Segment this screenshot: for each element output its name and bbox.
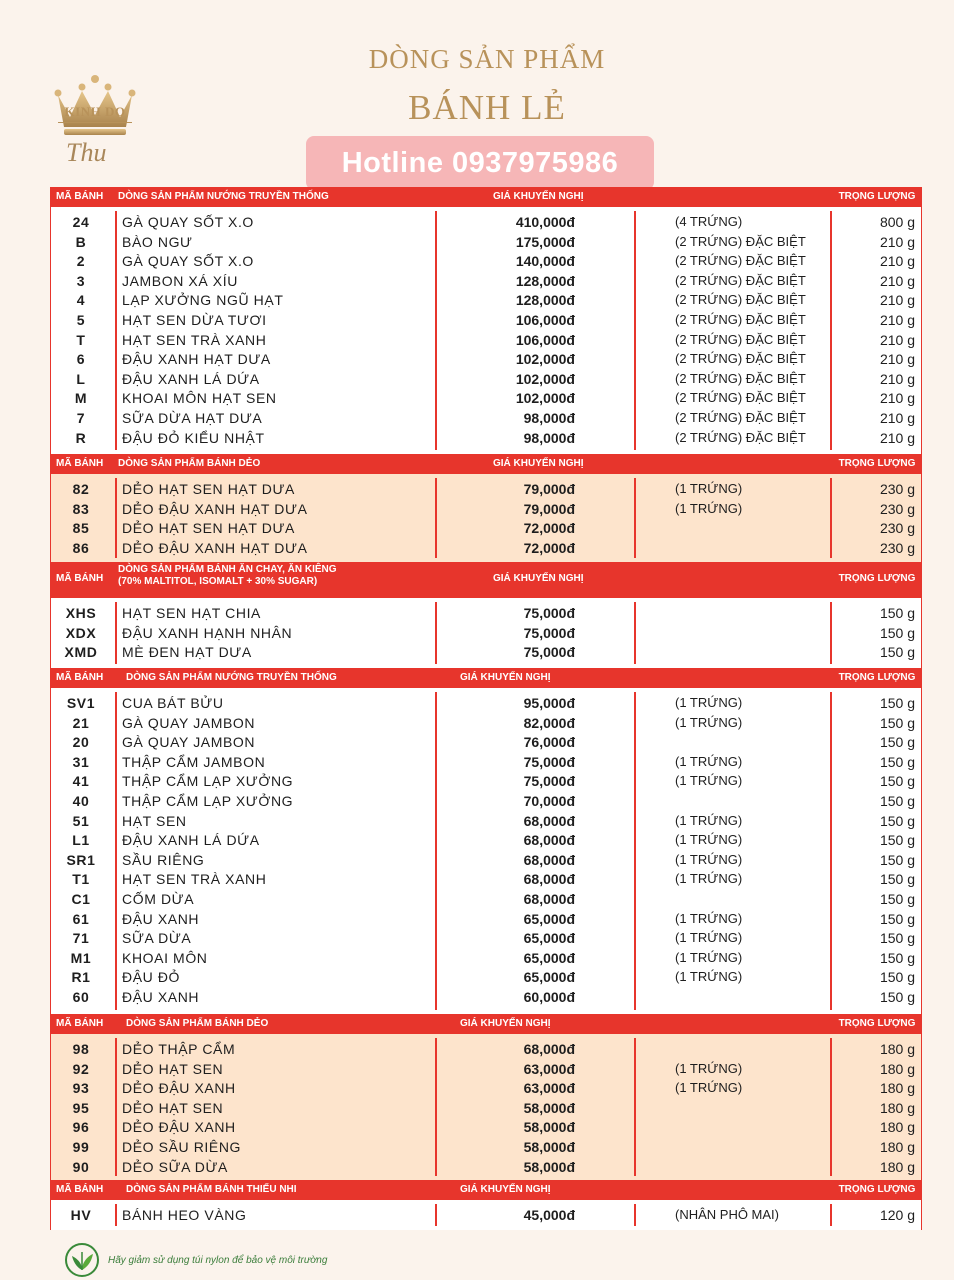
table-section [50,187,922,454]
product-name: GÀ QUAY SỐT X.O [122,253,254,270]
product-weight: 210 g [879,253,915,270]
table-row [51,213,921,233]
product-code: 82 [72,481,90,497]
product-name: GÀ QUAY SỐT X.O [122,214,254,230]
product-price: 175,000đ [515,233,575,250]
product-note: (2 TRỨNG) ĐẶC BIỆT [675,292,806,308]
product-name: DẺO ĐẬU XANH [122,1119,236,1136]
table-row [51,851,921,871]
header-product-line: DÒNG SẢN PHẨM NƯỚNG TRUYỀN THỐNG [126,672,337,683]
product-price: 79,000đ [523,481,575,497]
product-code: 85 [72,520,90,537]
product-price: 102,000đ [515,390,575,407]
product-price: 63,000đ [523,1080,575,1097]
product-code: T [76,331,86,348]
table-row [51,753,921,773]
product-name: CUA BÁT BỬU [122,695,224,711]
product-code: 6 [76,351,86,368]
product-code: 40 [72,792,90,809]
product-weight: 180 g [879,1138,915,1155]
product-price: 82,000đ [523,714,575,731]
product-code: 86 [72,539,90,556]
product-weight: 150 g [879,753,915,770]
table-row [51,500,921,520]
hotline-banner: Hotline 0937975986 [306,136,654,190]
product-note: (1 TRỨNG) [675,851,743,867]
product-code: 41 [72,773,90,790]
product-price: 75,000đ [523,624,575,641]
product-code: 61 [72,910,90,927]
table-row [51,733,921,753]
product-code: R1 [71,969,91,986]
product-code: XMD [64,644,98,661]
product-code: 3 [76,272,86,289]
product-code: B [75,233,87,250]
table-row [51,831,921,851]
product-name: DẺO HẠT SEN [122,1099,224,1116]
product-price: 68,000đ [523,871,575,888]
product-price: 60,000đ [523,988,575,1005]
product-name: DẺO SẦU RIÊNG [122,1138,242,1155]
product-name: ĐẬU XANH HẠNH NHÂN [122,624,293,641]
product-weight: 210 g [879,233,915,250]
header-weight: TRỌNG LƯỢNG [838,672,916,683]
table-section [50,562,922,668]
product-name: GÀ QUAY JAMBON [122,714,256,731]
product-price: 65,000đ [523,930,575,947]
product-price: 98,000đ [523,409,575,426]
table-row [51,1118,921,1138]
brand-name: KINH DO [64,104,126,119]
product-name: JAMBON XÁ XÍU [122,272,238,289]
table-row [51,792,921,812]
product-price: 45,000đ [523,1207,575,1223]
product-name: SỮA DỪA HẠT DƯA [122,409,263,426]
table-row [51,604,921,624]
product-weight: 210 g [879,390,915,407]
product-weight: 230 g [879,481,915,497]
table-row [51,1206,921,1226]
product-weight: 210 g [879,351,915,368]
product-code: HV [70,1207,92,1223]
product-price: 63,000đ [523,1060,575,1077]
header-price: GIÁ KHUYẾN NGHỊ [460,672,551,683]
product-note: (2 TRỨNG) ĐẶC BIỆT [675,429,806,445]
footer-text: Hãy giảm sử dụng túi nylon để bảo vệ môi trường [108,1254,328,1266]
header-code: MÃ BÁNH [56,191,104,202]
table-row [51,370,921,390]
product-note: (2 TRỨNG) ĐẶC BIỆT [675,351,806,367]
product-weight: 180 g [879,1060,915,1077]
section-body [50,598,922,668]
table-section [50,1180,922,1230]
product-name: CỐM DỪA [122,890,195,907]
product-weight: 180 g [879,1080,915,1097]
product-note: (1 TRỨNG) [675,714,743,730]
header-code: MÃ BÁNH [56,1018,104,1029]
product-weight: 800 g [879,214,915,230]
product-code: 93 [72,1080,90,1097]
product-name: BÀO NGƯ [122,233,193,250]
product-weight: 150 g [879,714,915,731]
product-price: 75,000đ [523,773,575,790]
product-weight: 150 g [879,890,915,907]
product-name: MÈ ĐEN HẠT DƯA [122,644,252,661]
eco-leaf-icon [64,1242,100,1278]
table-row [51,519,921,539]
section-body [50,1034,922,1180]
product-price: 95,000đ [523,695,575,711]
header-code: MÃ BÁNH [56,672,104,683]
table-row [51,409,921,429]
product-price: 68,000đ [523,851,575,868]
table-row [51,389,921,409]
product-note: (2 TRỨNG) ĐẶC BIỆT [675,272,806,288]
product-price: 68,000đ [523,832,575,849]
product-weight: 210 g [879,409,915,426]
product-price: 79,000đ [523,500,575,517]
product-code: 60 [72,988,90,1005]
product-note: (1 TRỨNG) [675,949,743,965]
table-row [51,929,921,949]
product-note: (1 TRỨNG) [675,481,743,496]
product-name: DẺO HẠT SEN [122,1060,224,1077]
product-note: (2 TRỨNG) ĐẶC BIỆT [675,311,806,327]
header-price: GIÁ KHUYẾN NGHỊ [493,573,584,584]
product-code: M1 [70,949,92,966]
product-price: 140,000đ [515,253,575,270]
product-name: HẠT SEN DỪA TƯƠI [122,311,267,328]
product-name: DẺO ĐẬU XANH [122,1080,236,1097]
product-weight: 150 g [879,773,915,790]
product-note: (1 TRỨNG) [675,871,743,887]
product-code: 71 [72,930,90,947]
product-weight: 150 g [879,734,915,751]
product-note: (1 TRỨNG) [675,753,743,769]
product-code: 5 [76,311,86,328]
table-row [51,233,921,253]
section-header [50,668,922,688]
product-price: 106,000đ [515,331,575,348]
product-name: LẠP XƯỞNG NGŨ HẠT [122,292,284,309]
product-name: DẺO ĐẬU XANH HẠT DƯA [122,539,308,556]
product-code: 90 [72,1158,90,1175]
product-code: SR1 [66,851,96,868]
product-price: 58,000đ [523,1119,575,1136]
table-row [51,1138,921,1158]
header-price: GIÁ KHUYẾN NGHỊ [460,1184,551,1195]
header-product-line: DÒNG SẢN PHẨM BÁNH DẺO [126,1018,269,1029]
product-price: 68,000đ [523,890,575,907]
table-row [51,1079,921,1099]
product-code: L1 [72,832,90,849]
product-code: 83 [72,500,90,517]
table-row [51,890,921,910]
product-code: 96 [72,1119,90,1136]
product-weight: 230 g [879,539,915,556]
table-row [51,812,921,832]
product-weight: 150 g [879,644,915,661]
product-name: DẺO SỮA DỪA [122,1158,228,1175]
table-row [51,480,921,500]
product-code: 31 [72,753,90,770]
product-weight: 210 g [879,272,915,289]
product-code: 99 [72,1138,90,1155]
product-name: THẬP CẨM JAMBON [122,753,266,770]
product-price: 65,000đ [523,910,575,927]
product-note: (1 TRỨNG) [675,910,743,926]
header-price: GIÁ KHUYẾN NGHỊ [460,1018,551,1029]
product-weight: 150 g [879,812,915,829]
product-weight: 230 g [879,520,915,537]
product-note: (2 TRỨNG) ĐẶC BIỆT [675,390,806,406]
table-row [51,350,921,370]
product-price: 128,000đ [515,272,575,289]
product-weight: 150 g [879,910,915,927]
product-name: DẺO THẬP CẨM [122,1041,236,1057]
product-code: SV1 [66,695,96,711]
product-price: 68,000đ [523,1041,575,1057]
product-weight: 150 g [879,871,915,888]
section-header [50,562,922,598]
product-name: ĐẬU XANH LÁ DỨA [122,832,260,849]
price-table [50,187,922,1230]
product-weight: 210 g [879,311,915,328]
section-body [50,474,922,562]
product-code: 2 [76,253,86,270]
header-weight: TRỌNG LƯỢNG [838,191,916,202]
header-price: GIÁ KHUYẾN NGHỊ [493,191,584,202]
product-note: (1 TRỨNG) [675,930,743,946]
product-note: (NHÂN PHÔ MAI) [675,1207,779,1222]
product-price: 75,000đ [523,753,575,770]
product-note: (1 TRỨNG) [675,812,743,828]
table-row [51,643,921,663]
product-name: SẦU RIÊNG [122,851,205,868]
product-price: 98,000đ [523,429,575,446]
product-name: ĐẬU XANH [122,910,200,927]
table-row [51,870,921,890]
product-name: KHOAI MÔN [122,949,208,966]
product-price: 106,000đ [515,311,575,328]
table-row [51,291,921,311]
product-code: 98 [72,1041,90,1057]
product-note: (2 TRỨNG) ĐẶC BIỆT [675,409,806,425]
product-weight: 210 g [879,331,915,348]
product-price: 410,000đ [515,214,575,230]
product-weight: 150 g [879,624,915,641]
product-name: BÁNH HEO VÀNG [122,1207,247,1223]
product-note: (1 TRỨNG) [675,832,743,848]
page-title-line1: DÒNG SẢN PHẨM [368,44,606,74]
table-section [50,1014,922,1180]
product-price: 72,000đ [523,539,575,556]
product-weight: 180 g [879,1158,915,1175]
product-code: 24 [72,214,90,230]
product-price: 65,000đ [523,969,575,986]
product-price: 58,000đ [523,1138,575,1155]
product-weight: 150 g [879,792,915,809]
product-note: (1 TRỨNG) [675,969,743,985]
product-weight: 180 g [879,1099,915,1116]
section-header [50,187,922,207]
table-row [51,968,921,988]
product-price: 70,000đ [523,792,575,809]
header-code: MÃ BÁNH [56,1184,104,1195]
section-header [50,454,922,474]
product-code: C1 [71,890,91,907]
table-row [51,1158,921,1178]
product-weight: 150 g [879,930,915,947]
product-note: (4 TRỨNG) [675,214,743,229]
product-weight: 150 g [879,949,915,966]
header-weight: TRỌNG LƯỢNG [838,573,916,584]
product-weight: 210 g [879,370,915,387]
header-product-line: DÒNG SẢN PHẨM BÁNH ĂN CHAY, ĂN KIÊNG [118,564,337,575]
product-price: 58,000đ [523,1099,575,1116]
section-header [50,1014,922,1034]
table-row [51,1040,921,1060]
product-name: KHOAI MÔN HẠT SEN [122,390,277,407]
product-price: 72,000đ [523,520,575,537]
product-name: ĐẬU ĐỎ [122,969,181,986]
table-row [51,694,921,714]
header-product-line: DÒNG SẢN PHẨM BÁNH DẺO [118,458,261,469]
product-name: DẺO HẠT SEN HẠT DƯA [122,481,295,497]
product-name: DẺO ĐẬU XANH HẠT DƯA [122,500,308,517]
section-body [50,688,922,1014]
table-row [51,331,921,351]
table-row [51,624,921,644]
product-code: XDX [65,624,97,641]
product-name: ĐẬU XANH LÁ DỨA [122,370,260,387]
header-weight: TRỌNG LƯỢNG [838,458,916,469]
product-price: 58,000đ [523,1158,575,1175]
product-price: 76,000đ [523,734,575,751]
table-section [50,668,922,1014]
product-price: 75,000đ [523,644,575,661]
product-code: 20 [72,734,90,751]
footer [64,1242,327,1278]
product-weight: 150 g [879,988,915,1005]
table-row [51,988,921,1008]
product-code: 95 [72,1099,90,1116]
product-code: 7 [76,409,86,426]
product-name: HẠT SEN TRÀ XANH [122,871,267,888]
product-note: (2 TRỨNG) ĐẶC BIỆT [675,331,806,347]
product-code: M [74,390,88,407]
product-code: R [75,429,87,446]
table-row [51,429,921,449]
product-code: XHS [65,605,97,621]
product-note: (2 TRỨNG) ĐẶC BIỆT [675,370,806,386]
product-name: SỮA DỪA [122,930,192,947]
product-note: (1 TRỨNG) [675,695,743,710]
product-weight: 150 g [879,969,915,986]
product-name: GÀ QUAY JAMBON [122,734,256,751]
table-row [51,311,921,331]
table-row [51,910,921,930]
product-weight: 180 g [879,1119,915,1136]
product-name: HẠT SEN [122,812,187,829]
header-code: MÃ BÁNH [56,573,104,584]
product-weight: 210 g [879,292,915,309]
product-weight: 150 g [879,851,915,868]
product-note: (1 TRỨNG) [675,773,743,789]
table-row [51,272,921,292]
header-code: MÃ BÁNH [56,458,104,469]
product-code: 92 [72,1060,90,1077]
product-name: ĐẬU XANH HẠT DƯA [122,351,271,368]
product-price: 128,000đ [515,292,575,309]
product-code: 51 [72,812,90,829]
product-price: 102,000đ [515,370,575,387]
product-price: 75,000đ [523,605,575,621]
page-title-line2: BÁNH LẺ [408,88,566,127]
product-price: 65,000đ [523,949,575,966]
product-name: HẠT SEN TRÀ XANH [122,331,267,348]
product-price: 102,000đ [515,351,575,368]
product-name: THẬP CẨM LẠP XƯỞNG [122,773,294,790]
header-price: GIÁ KHUYẾN NGHỊ [493,458,584,469]
table-row [51,714,921,734]
section-body [50,1200,922,1230]
product-weight: 210 g [879,429,915,446]
product-name: DẺO HẠT SEN HẠT DƯA [122,520,295,537]
product-code: L [76,370,86,387]
product-note: (1 TRỨNG) [675,1080,743,1096]
table-row [51,252,921,272]
header-weight: TRỌNG LƯỢNG [838,1018,916,1029]
product-name: ĐẬU XANH [122,988,200,1005]
product-note: (2 TRỨNG) ĐẶC BIỆT [675,233,806,249]
product-weight: 150 g [879,605,915,621]
product-name: THẬP CẨM LẠP XƯỞNG [122,792,294,809]
section-body [50,207,922,454]
product-note: (1 TRỨNG) [675,500,743,516]
table-row [51,772,921,792]
product-note: (1 TRỨNG) [675,1060,743,1076]
signature: Thu [66,138,107,167]
table-row [51,539,921,559]
table-row [51,1060,921,1080]
product-code: 21 [72,714,90,731]
header-product-line: DÒNG SẢN PHẨM NƯỚNG TRUYỀN THỐNG [118,191,329,202]
product-name: HẠT SEN HẠT CHIA [122,605,261,621]
section-header [50,1180,922,1200]
product-code: 4 [76,292,86,309]
product-weight: 230 g [879,500,915,517]
product-note: (2 TRỨNG) ĐẶC BIỆT [675,253,806,269]
header-product-line: DÒNG SẢN PHẨM BÁNH THIẾU NHI [126,1184,297,1195]
table-section [50,454,922,562]
product-price: 68,000đ [523,812,575,829]
table-row [51,949,921,969]
product-weight: 180 g [879,1041,915,1057]
product-code: T1 [72,871,90,888]
product-weight: 150 g [879,695,915,711]
product-weight: 120 g [879,1207,915,1223]
product-name: ĐẬU ĐỎ KIỂU NHẬT [122,429,265,446]
product-weight: 150 g [879,832,915,849]
header-product-line-note: (70% MALTITOL, ISOMALT + 30% SUGAR) [118,576,318,587]
header-weight: TRỌNG LƯỢNG [838,1184,916,1195]
table-row [51,1099,921,1119]
